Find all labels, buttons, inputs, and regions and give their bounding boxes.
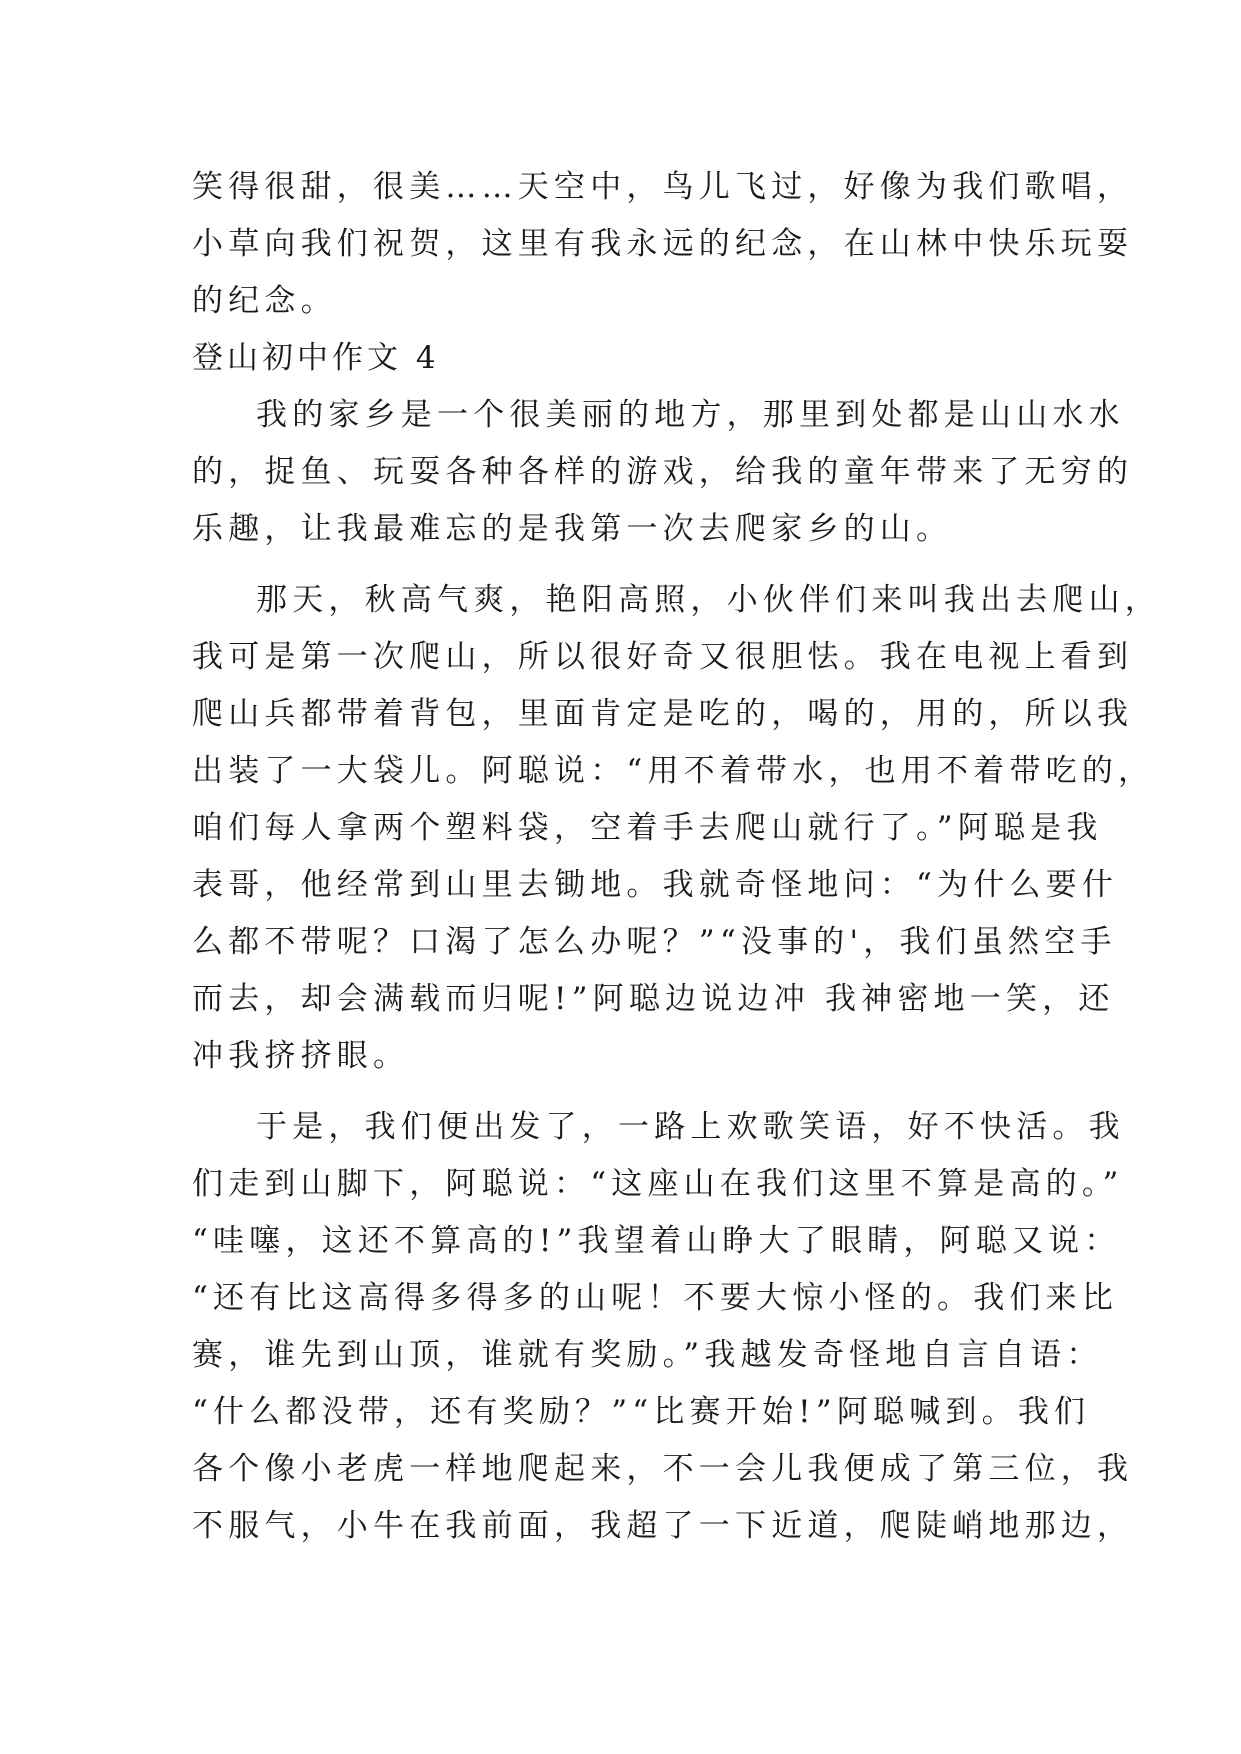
- paragraph-line: “还有比这高得多得多的山呢！不要大惊小怪的。我们来比: [192, 1280, 1119, 1316]
- paragraph-line: 的，捉鱼、玩耍各种各样的游戏，给我的童年带来了无穷的: [192, 454, 1134, 490]
- paragraph-line: 那天，秋高气爽，艳阳高照，小伙伴们来叫我出去爬山，: [256, 582, 1161, 618]
- paragraph-line: 咱们每人拿两个塑料袋，空着手去爬山就行了。”阿聪是我: [192, 810, 1103, 846]
- section-title: 登山初中作文 4: [192, 340, 440, 376]
- paragraph-line: 乐趣，让我最难忘的是我第一次去爬家乡的山。: [192, 511, 953, 547]
- text-line: 的纪念。: [192, 283, 337, 319]
- text-line: 小草向我们祝贺，这里有我永远的纪念，在山林中快乐玩耍: [192, 226, 1134, 262]
- paragraph-line: 出装了一大袋儿。阿聪说：“用不着带水，也用不着带吃的，: [192, 753, 1155, 789]
- paragraph-line: “哇噻，这还不算高的!”我望着山睁大了眼睛，阿聪又说：: [192, 1223, 1121, 1259]
- paragraph-line: 么都不带呢？口渴了怎么办呢？”“没事的'，我们虽然空手: [192, 924, 1117, 960]
- paragraph-line: 于是，我们便出发了，一路上欢歌笑语，好不快活。我: [256, 1109, 1125, 1145]
- paragraph-line: 我可是第一次爬山，所以很好奇又很胆怯。我在电视上看到: [192, 639, 1134, 675]
- paragraph-line: 各个像小老虎一样地爬起来，不一会儿我便成了第三位，我: [192, 1451, 1134, 1487]
- text-line: 笑得很甜，很美……天空中，鸟儿飞过，好像为我们歌唱，: [192, 169, 1134, 205]
- paragraph-line: 不服气，小牛在我前面，我超了一下近道，爬陡峭地那边，: [192, 1508, 1134, 1544]
- paragraph-line: 表哥，他经常到山里去锄地。我就奇怪地问：“为什么要什: [192, 867, 1119, 903]
- paragraph-line: 我的家乡是一个很美丽的地方，那里到处都是山山水水: [256, 397, 1125, 433]
- paragraph-line: “什么都没带，还有奖励？”“比赛开始!”阿聪喊到。我们: [192, 1394, 1091, 1430]
- paragraph-line: 冲我挤挤眼。: [192, 1038, 410, 1074]
- paragraph-line: 赛，谁先到山顶，谁就有奖励。”我越发奇怪地自言自语：: [192, 1337, 1103, 1373]
- paragraph-line: 们走到山脚下，阿聪说：“这座山在我们这里不算是高的。”: [192, 1166, 1124, 1202]
- paragraph-line: 而去，却会满载而归呢!”阿聪边说边冲 我神密地一笑，还: [192, 981, 1115, 1017]
- paragraph-line: 爬山兵都带着背包，里面肯定是吃的，喝的，用的，所以我: [192, 696, 1134, 732]
